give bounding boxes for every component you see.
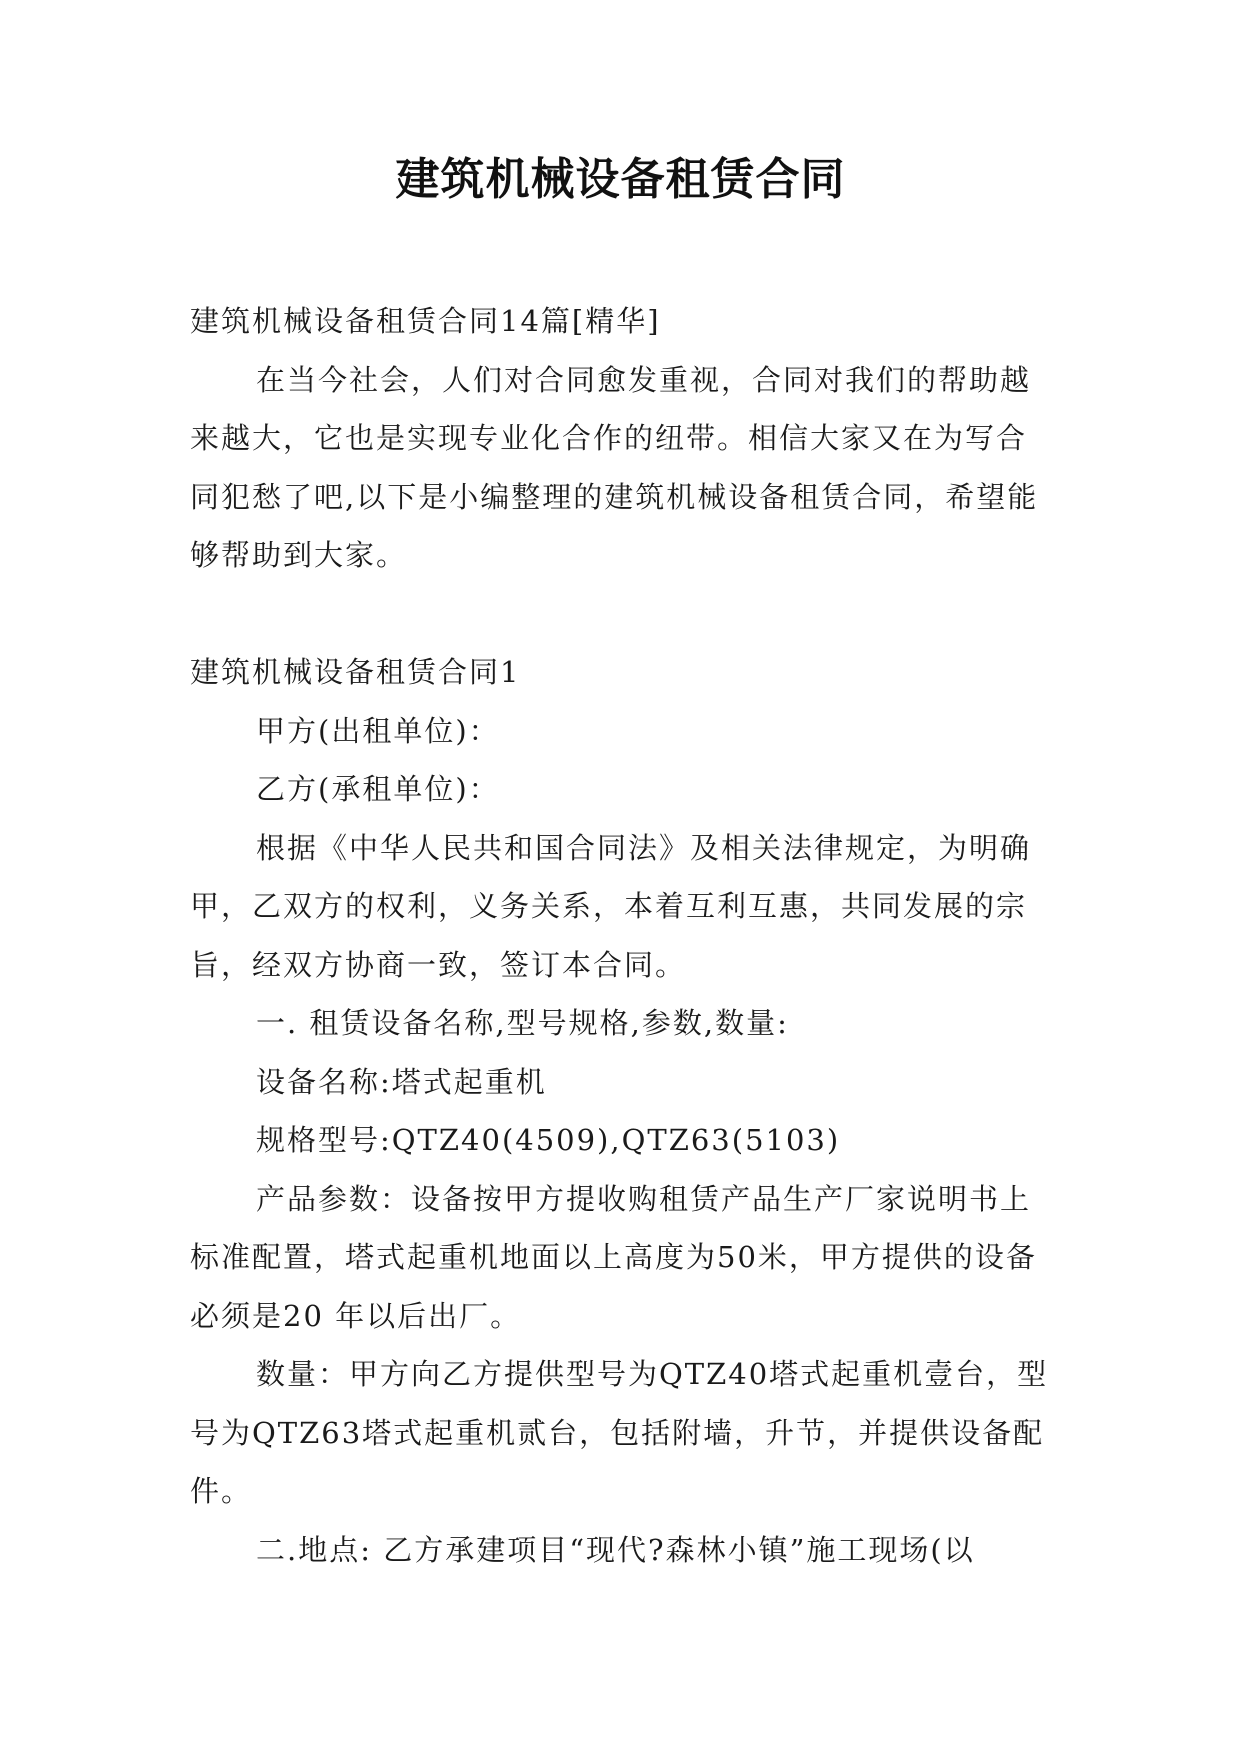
party-a-line: 甲方(出租单位)： bbox=[256, 713, 500, 748]
model-spec-line: 规格型号:QTZ40(4509),QTZ63(5103) bbox=[256, 1123, 841, 1157]
document-title: 建筑机械设备租赁合同 bbox=[395, 154, 846, 205]
basis-paragraph: 根据《中华人民共和国合同法》及相关法律规定，为明确甲，乙双方的权利，义务关系，本着互利互惠，共同发展的宗旨，经双方协商一致，签订本合同。 bbox=[190, 830, 1032, 982]
document-subtitle: 建筑机械设备租赁合同14篇[精华] bbox=[190, 304, 661, 338]
paragraph-spacer bbox=[190, 585, 1050, 644]
intro-paragraph: 在当今社会，人们对合同愈发重视，合同对我们的帮助越来越大，它也是实现专业化合作的纽带。相信大家又在为写合同犯愁了吧,以下是小编整理的建筑机械设备租赁合同，希望能够帮助到大家。 bbox=[190, 362, 1039, 572]
section-heading: 建筑机械设备租赁合同1 bbox=[190, 655, 521, 689]
equipment-name-line: 设备名称:塔式起重机 bbox=[256, 1064, 547, 1099]
clause-1-heading: 一. 租赁设备名称,型号规格,参数,数量: bbox=[256, 1006, 789, 1040]
document-body bbox=[190, 292, 1050, 1579]
clause-2-line: 二.地点: 乙方承建项目“现代?森林小镇”施工现场(以 bbox=[256, 1532, 975, 1567]
party-b-line: 乙方(承租单位)： bbox=[256, 772, 500, 806]
parameters-paragraph: 产品参数：设备按甲方提收购租赁产品生产厂家说明书上标准配置，塔式起重机地面以上高度为50米，甲方提供的设备必须是20 年以后出厂。 bbox=[190, 1181, 1037, 1333]
quantity-paragraph: 数量：甲方向乙方提供型号为QTZ40塔式起重机壹台，型号为QTZ63塔式起重机贰台，包括附墙，升节，并提供设备配件。 bbox=[190, 1357, 1049, 1508]
